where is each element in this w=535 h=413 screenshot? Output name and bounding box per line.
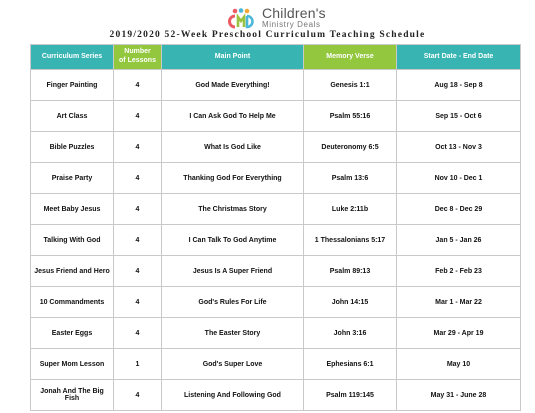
cell-memory-verse: Luke 2:11b (304, 194, 397, 225)
cell-lessons: 4 (114, 101, 162, 132)
cell-dates: Mar 1 - Mar 22 (397, 287, 521, 318)
cell-dates: Oct 13 - Nov 3 (397, 132, 521, 163)
logo-name: Children's (262, 5, 326, 21)
cell-main-point: The Christmas Story (162, 194, 304, 225)
header-main-point: Main Point (162, 45, 304, 70)
header-number-of-lessons (114, 45, 162, 70)
schedule-table (30, 44, 521, 411)
cell-series: Finger Painting (31, 70, 114, 101)
header-dates: Start Date - End Date (397, 45, 521, 70)
cell-main-point: What Is God Like (162, 132, 304, 163)
cell-memory-verse: Psalm 119:145 (304, 380, 397, 411)
cell-main-point: I Can Ask God To Help Me (162, 101, 304, 132)
cell-memory-verse: Psalm 89:13 (304, 256, 397, 287)
logo-tagline: Ministry Deals (262, 20, 321, 29)
cell-memory-verse: John 14:15 (304, 287, 397, 318)
table-row (31, 380, 521, 411)
cell-main-point: The Easter Story (162, 318, 304, 349)
cell-series: Easter Eggs (31, 318, 114, 349)
cell-memory-verse: Genesis 1:1 (304, 70, 397, 101)
cell-lessons: 4 (114, 194, 162, 225)
table-row (31, 287, 521, 318)
logo-letter-m (238, 17, 244, 27)
cell-main-point: Listening And Following God (162, 380, 304, 411)
cell-memory-verse: Deuteronomy 6:5 (304, 132, 397, 163)
table-row (31, 194, 521, 225)
cell-lessons: 4 (114, 256, 162, 287)
cell-lessons: 4 (114, 287, 162, 318)
logo-letter-c (230, 16, 236, 27)
header-lessons-line2: of Lessons (119, 57, 156, 64)
cell-series: Jesus Friend and Hero (31, 256, 114, 287)
cell-main-point: God's Super Love (162, 349, 304, 380)
cell-memory-verse: John 3:16 (304, 318, 397, 349)
table-row (31, 132, 521, 163)
cell-series: Super Mom Lesson (31, 349, 114, 380)
cell-series: Praise Party (31, 163, 114, 194)
cell-dates: Mar 29 - Apr 19 (397, 318, 521, 349)
table-row (31, 318, 521, 349)
cell-series: 10 Commandments (31, 287, 114, 318)
cell-series: Bible Puzzles (31, 132, 114, 163)
childrens-ministry-deals-logo-icon (226, 8, 256, 30)
cell-memory-verse: 1 Thessalonians 5:17 (304, 225, 397, 256)
table-row (31, 256, 521, 287)
cell-memory-verse: Psalm 13:6 (304, 163, 397, 194)
cell-series: Art Class (31, 101, 114, 132)
table-row (31, 163, 521, 194)
header-row (31, 45, 521, 70)
logo-letter-d (247, 16, 253, 27)
cell-dates: Jan 5 - Jan 26 (397, 225, 521, 256)
cell-series: Talking With God (31, 225, 114, 256)
cell-main-point: God Made Everything! (162, 70, 304, 101)
cell-dates: Feb 2 - Feb 23 (397, 256, 521, 287)
cell-dates: Aug 18 - Sep 8 (397, 70, 521, 101)
cell-lessons: 4 (114, 132, 162, 163)
cell-dates: May 31 - June 28 (397, 380, 521, 411)
cell-lessons: 4 (114, 70, 162, 101)
cell-dates: Dec 8 - Dec 29 (397, 194, 521, 225)
cell-memory-verse: Psalm 55:16 (304, 101, 397, 132)
cell-main-point: Thanking God For Everything (162, 163, 304, 194)
logo-dot-blue (239, 8, 244, 13)
header-memory-verse: Memory Verse (304, 45, 397, 70)
table-row (31, 349, 521, 380)
cell-lessons: 1 (114, 349, 162, 380)
cell-dates: Sep 15 - Oct 6 (397, 101, 521, 132)
cell-series: Jonah And The Big Fish (31, 380, 114, 411)
table-row (31, 70, 521, 101)
cell-dates: Nov 10 - Dec 1 (397, 163, 521, 194)
cell-memory-verse: Ephesians 6:1 (304, 349, 397, 380)
cell-lessons: 4 (114, 225, 162, 256)
cell-lessons: 4 (114, 380, 162, 411)
cell-dates: May 10 (397, 349, 521, 380)
table-row (31, 101, 521, 132)
page-title: 2019/2020 52-Week Preschool Curriculum Teaching Schedule (109, 30, 426, 40)
logo-dot-red (233, 9, 238, 14)
table-row (31, 225, 521, 256)
logo (0, 4, 535, 30)
logo-text (262, 6, 326, 29)
cell-main-point: Jesus Is A Super Friend (162, 256, 304, 287)
cell-lessons: 4 (114, 163, 162, 194)
cell-lessons: 4 (114, 318, 162, 349)
cell-series: Meet Baby Jesus (31, 194, 114, 225)
cell-main-point: God's Rules For Life (162, 287, 304, 318)
logo-dot-orange (245, 9, 250, 14)
cell-main-point: I Can Talk To God Anytime (162, 225, 304, 256)
header-lessons-line1: Number (124, 48, 151, 56)
header-curriculum-series: Curriculum Series (31, 45, 114, 70)
